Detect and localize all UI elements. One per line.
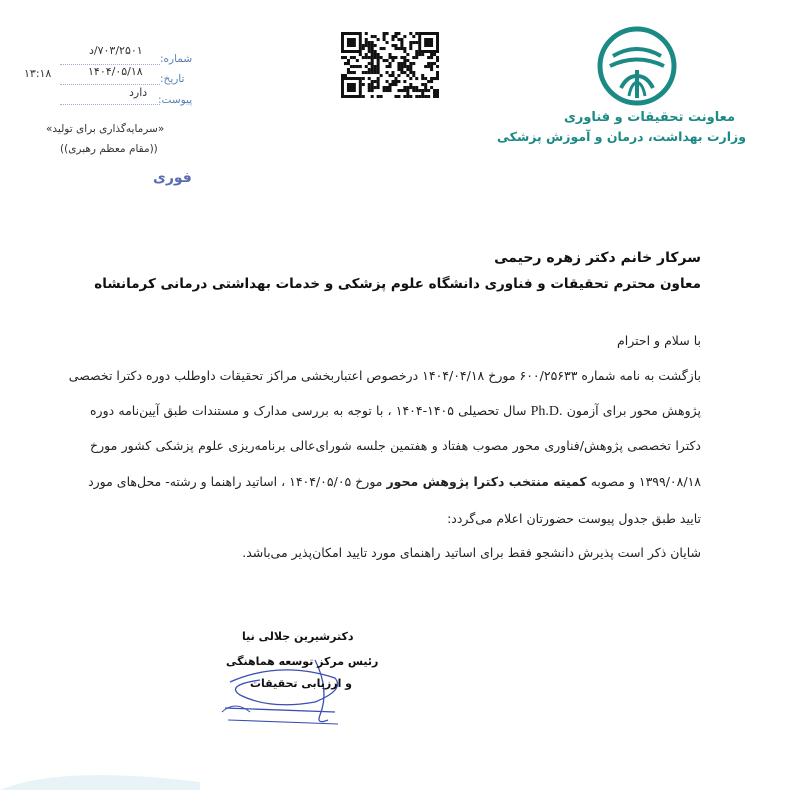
attachment-label: پیوست: [158, 94, 193, 106]
slogan: «سرمایه‌گذاری برای تولید» [46, 123, 165, 135]
letter-time: ۱۳:۱۸ [24, 67, 52, 80]
recipient-title: معاون محترم تحقیقات و فناوری دانشگاه علوم پزشکی و خدمات بهداشتی درمانی کرمانشاه [94, 276, 701, 292]
body-line: دکترا تخصصی پژوهش/فناوری محور مصوب هفتاد و هفتمین جلسه شورای‌عالی برنامه‌ریزی علوم پزشکی کشور مورخ [90, 438, 701, 453]
body-text: سال تحصیلی ۱۴۰۵-۱۴۰۴ ، با توجه به بررسی مدارک و مستندات طبق آیین‌نامه دوره [90, 403, 527, 418]
urgency-stamp: فوری [153, 170, 192, 186]
letter-number: ۷۰۳/۲۵۰۱/د [89, 44, 143, 57]
body-text: مورخ ۱۴۰۴/۰۵/۰۵ ، اساتید راهنما و رشته- محل‌های مورد [88, 474, 383, 489]
body-line: بازگشت به نامه شماره ۶۰۰/۲۵۶۳۳ مورخ ۱۴۰۴/۰۴/۱۸ درخصوص اعتباربخشی مراکز تحقیقات داوطلب دوره دکترا تخصصی [68, 368, 701, 383]
phd-text: Ph.D. [530, 404, 563, 419]
signer-title: و ارزیابی تحقیقات [250, 677, 353, 690]
body-line: تایید طبق جدول پیوست حضورتان اعلام می‌گردد: [447, 511, 701, 526]
body-text: پژوهش محور برای آزمون [566, 403, 701, 418]
body-text: ۱۳۹۹/۰۸/۱۸ و مصوبه [590, 474, 701, 489]
ministry-tree-logo-icon [597, 26, 677, 106]
greeting: با سلام و احترام [617, 333, 701, 348]
org-name-line2: وزارت بهداشت، درمان و آموزش پزشکی [497, 129, 746, 144]
committee-name: کمیته منتخب دکترا پژوهش محور [386, 474, 587, 489]
signer-title: رئیس مرکز توسعه هماهنگی [226, 655, 379, 668]
date-label: تاریخ: [160, 73, 185, 85]
slogan-attribution: ((مقام معظم رهبری)) [60, 143, 158, 155]
body-line [90, 403, 701, 420]
number-label: شماره: [160, 53, 193, 65]
recipient-name: سرکار خانم دکتر زهره رحیمی [494, 250, 701, 266]
attachment-value: دارد [129, 86, 148, 99]
letter-date: ۱۴۰۴/۰۵/۱۸ [88, 65, 143, 78]
body-line [90, 474, 701, 489]
org-name-line1: معاونت تحقیقات و فناوری [563, 110, 735, 125]
watermark-decoration [0, 770, 200, 790]
body-line: شایان ذکر است پذیرش دانشجو فقط برای اساتید راهنمای مورد تایید امکان‌پذیر می‌باشد. [242, 545, 701, 560]
qr-code-icon [341, 32, 439, 98]
signer-name: دکترشیرین جلالی نیا [242, 630, 354, 643]
